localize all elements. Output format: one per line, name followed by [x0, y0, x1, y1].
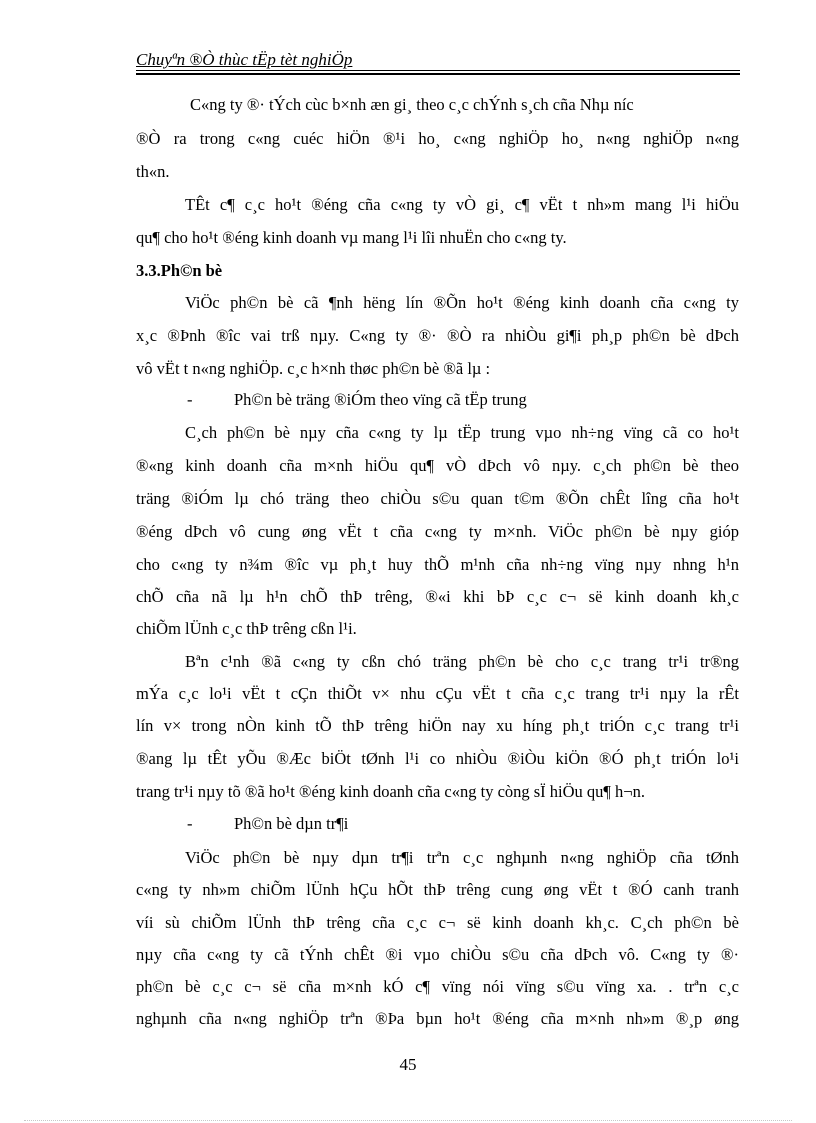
paragraph-line: Bªn c¹nh ®ã c«ng ty cßn chó träng ph©n bè cho c¸c trang tr¹i tr®ng	[185, 652, 739, 671]
running-header: Chuyªn ®Ò thùc tËp tèt nghiÖp	[136, 50, 353, 69]
paragraph-line: chÕ cña nã lµ h¹n chÕ thÞ trêng, ®«i khi bÞ c¸c c¬ së kinh doanh kh¸c	[136, 587, 739, 606]
paragraph-line: ®ang lµ tÊt yÕu ®Æc biÖt tØnh l¹i co nhiÒu ®iÒu kiÖn ®Ó ph¸t triÓn lo¹i	[136, 749, 739, 768]
paragraph-line: c«ng ty nh»m chiÕm lÜnh hÇu hÕt thÞ trêng cung øng vËt t ®Ó canh tranh	[136, 880, 739, 899]
paragraph-line: trang tr¹i nµy tõ ®ã ho¹t ®éng kinh doanh cña c«ng ty còng sÏ hiÖu qu¶ h¬n.	[136, 782, 645, 801]
paragraph-line: cho c«ng ty n¾m ®îc vµ ph¸t huy thÕ m¹nh cña nh÷ng vïng nµy nhng h¹n	[136, 555, 739, 574]
paragraph-line: nghµnh cña n«ng nghiÖp trªn ®Þa bµn ho¹t ®éng cña m×nh nh»m ®¸p øng	[136, 1009, 739, 1028]
header-rule-thick	[136, 73, 740, 75]
paragraph-line: mÝa c¸c lo¹i vËt t cÇn thiÕt v× nhu cÇu vËt t cña c¸c trang tr¹i nµy la rÊt	[136, 684, 739, 703]
paragraph-line: ViÖc ph©n bè nµy dµn tr¶i trªn c¸c nghµnh n«ng nghiÖp cña tØnh	[185, 848, 739, 867]
paragraph-line: qu¶ cho ho¹t ®éng kinh doanh vµ mang l¹i lîi nhuËn cho c«ng ty.	[136, 228, 567, 247]
paragraph-line: chiÕm lÜnh c¸c thÞ trêng cßn l¹i.	[136, 619, 357, 638]
header-rule-thin	[136, 70, 740, 71]
paragraph-line: ®«ng kinh doanh cña m×nh hiÖu qu¶ vÒ dÞch vô nµy. c¸ch ph©n bè theo	[136, 456, 739, 475]
paragraph-line: C¸ch ph©n bè nµy cña c«ng ty lµ tËp trung vµo nh÷ng vïng cã co ho¹t	[185, 423, 739, 442]
bullet-item: Ph©n bè dµn tr¶i	[234, 814, 349, 833]
bullet-dash: -	[187, 390, 193, 409]
paragraph-line: lín v× trong nÒn kinh tÕ thÞ trêng hiÖn nay xu híng ph¸t triÓn c¸c trang tr¹i	[136, 716, 739, 735]
page-bottom-edge	[24, 1120, 792, 1121]
paragraph-line: ®Ò ra trong c«ng cuéc hiÖn ®¹i ho¸ c«ng nghiÖp ho¸ n«ng nghiÖp n«ng	[136, 129, 739, 148]
paragraph-line: vô vËt t n«ng nghiÖp. c¸c h×nh thøc ph©n bè ®ã lµ :	[136, 359, 491, 378]
paragraph-line: víi sù chiÕm lÜnh thÞ trêng cña c¸c c¬ së kinh doanh kh¸c. C¸ch ph©n bè	[136, 913, 739, 932]
page-number: 45	[399, 1055, 417, 1074]
bullet-dash: -	[187, 814, 193, 833]
paragraph-line: nµy cña c«ng ty cã tÝnh chÊt ®i vµo chiÒu s©u cña dÞch vô. C«ng ty ®·	[136, 945, 739, 964]
paragraph-line: x¸c ®Þnh ®îc vai trß nµy. C«ng ty ®· ®Ò ra nhiÒu gi¶i ph¸p ph©n bè dÞch	[136, 326, 739, 345]
paragraph-line: th«n.	[136, 162, 170, 181]
paragraph-line: träng ®iÓm lµ chó träng theo chiÒu s©u quan t©m ®Õn chÊt lîng cña ho¹t	[136, 489, 739, 508]
bullet-item: Ph©n bè träng ®iÓm theo vïng cã tËp trung	[234, 390, 527, 409]
paragraph-line: TÊt c¶ c¸c ho¹t ®éng cña c«ng ty vÒ gi¸ c¶ vËt t nh»m mang l¹i hiÖu	[185, 195, 739, 214]
paragraph-line: C«ng ty ®· tÝch cùc b×nh æn gi¸ theo c¸c chÝnh s¸ch cña Nhµ níc	[190, 95, 634, 114]
paragraph-line: ®éng dÞch vô cung øng vËt t cña c«ng ty m×nh. ViÖc ph©n bè nµy gióp	[136, 522, 739, 541]
paragraph-line: ViÖc ph©n bè cã ¶nh hëng lín ®Õn ho¹t ®éng kinh doanh cña c«ng ty	[185, 293, 739, 312]
paragraph-line: ph©n bè c¸c c¬ së cña m×nh kÓ c¶ vïng nói vïng s©u vïng xa. . trªn c¸c	[136, 977, 739, 996]
section-heading: 3.3.Ph©n bè	[136, 261, 223, 280]
